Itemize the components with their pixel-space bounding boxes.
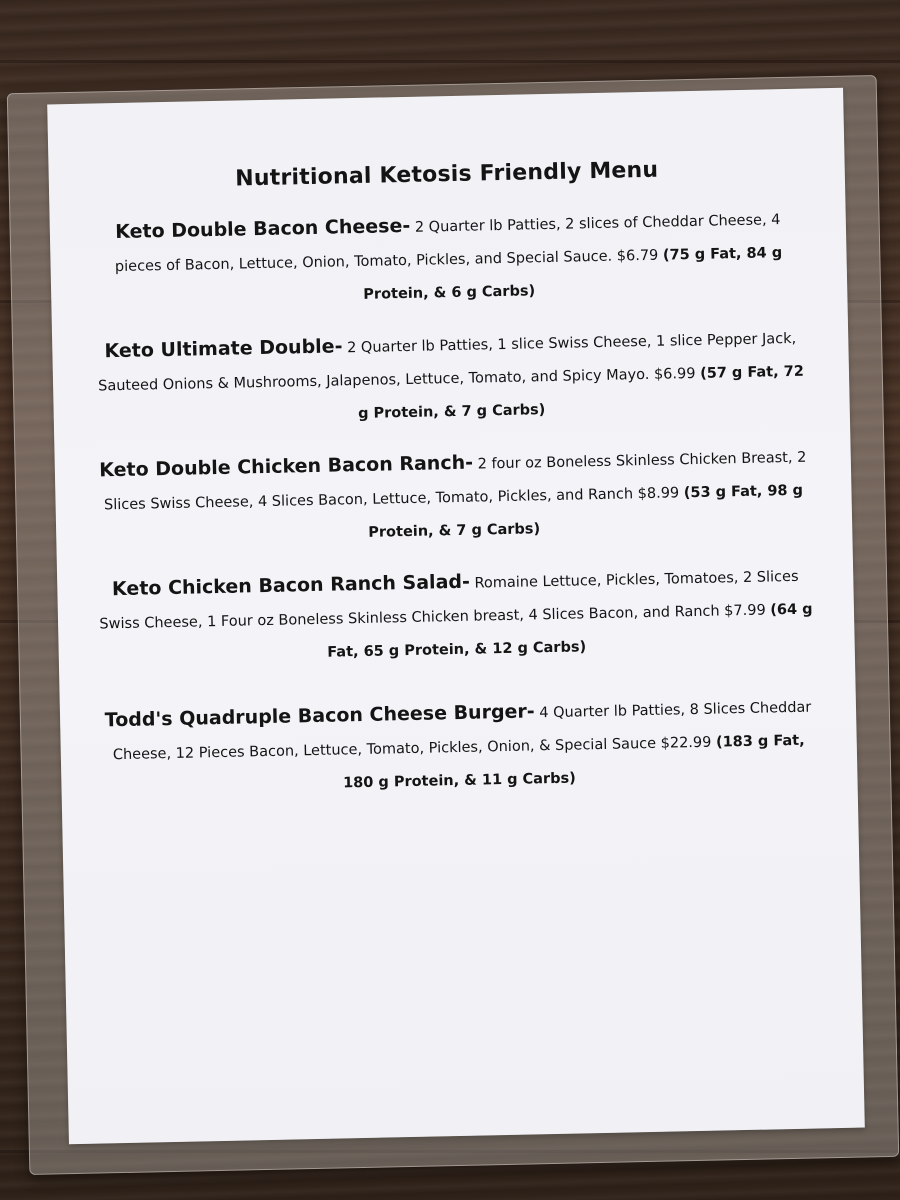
menu-item-description: 4 Quarter lb Patties, 8 Slices Cheddar Cheese, 12 Pieces Bacon, Lettuce, Tomato, Pickles, Onion, & Special Sauce $22.99 <box>112 699 812 764</box>
menu-item-name: Todd's Quadruple Bacon Cheese Burger- <box>104 700 535 732</box>
menu-item-description: Romaine Lettuce, Pickles, Tomatoes, 2 Slices Swiss Cheese, 1 Four oz Boneless Skinless Chicken breast, 4 Slices Bacon, and Ranch $7.99 <box>99 568 799 633</box>
menu-item-macros: (183 g Fat, 180 g Protein, & 11 g Carbs) <box>342 732 805 792</box>
menu-item-name: Keto Double Chicken Bacon Ranch- <box>99 451 474 482</box>
menu-sheet <box>47 88 865 1144</box>
menu-item-macros: (75 g Fat, 84 g Protein, & 6 g Carbs) <box>363 245 783 303</box>
menu-item-macros: (53 g Fat, 98 g Protein, & 7 g Carbs) <box>368 482 804 541</box>
menu-item <box>97 559 815 675</box>
menu-content <box>89 155 819 824</box>
menu-item <box>95 440 813 556</box>
menu-item-description: 2 four oz Boneless Skinless Chicken Breast, 2 Slices Swiss Cheese, 4 Slices Bacon, Lettuce, Tomato, Pickles, and Ranch $8.99 <box>103 449 807 514</box>
menu-item-macros: (64 g Fat, 65 g Protein, & 12 g Carbs) <box>327 601 813 661</box>
menu-item-name: Keto Ultimate Double- <box>104 335 343 363</box>
menu-item <box>100 689 818 805</box>
wood-grain-line <box>0 60 900 63</box>
menu-title: Nutritional Ketosis Friendly Menu <box>234 157 659 192</box>
menu-item <box>90 202 808 318</box>
menu-item-macros: (57 g Fat, 72 g Protein, & 7 g Carbs) <box>357 363 805 423</box>
menu-item <box>92 321 810 437</box>
menu-item-description: 2 Quarter lb Patties, 2 slices of Cheddar Cheese, 4 pieces of Bacon, Lettuce, Onion, Tomato, Pickles, and Special Sauce. $6.79 <box>114 212 781 276</box>
menu-item-name: Keto Double Bacon Cheese- <box>114 214 411 244</box>
menu-item-name: Keto Chicken Bacon Ranch Salad- <box>111 570 471 601</box>
menu-item-description: 2 Quarter lb Patties, 1 slice Swiss Cheese, 1 slice Pepper Jack, Sauteed Onions & Mushrooms, Jalapenos, Lettuce, Tomato, and Spicy Mayo. $6.99 <box>98 330 797 395</box>
